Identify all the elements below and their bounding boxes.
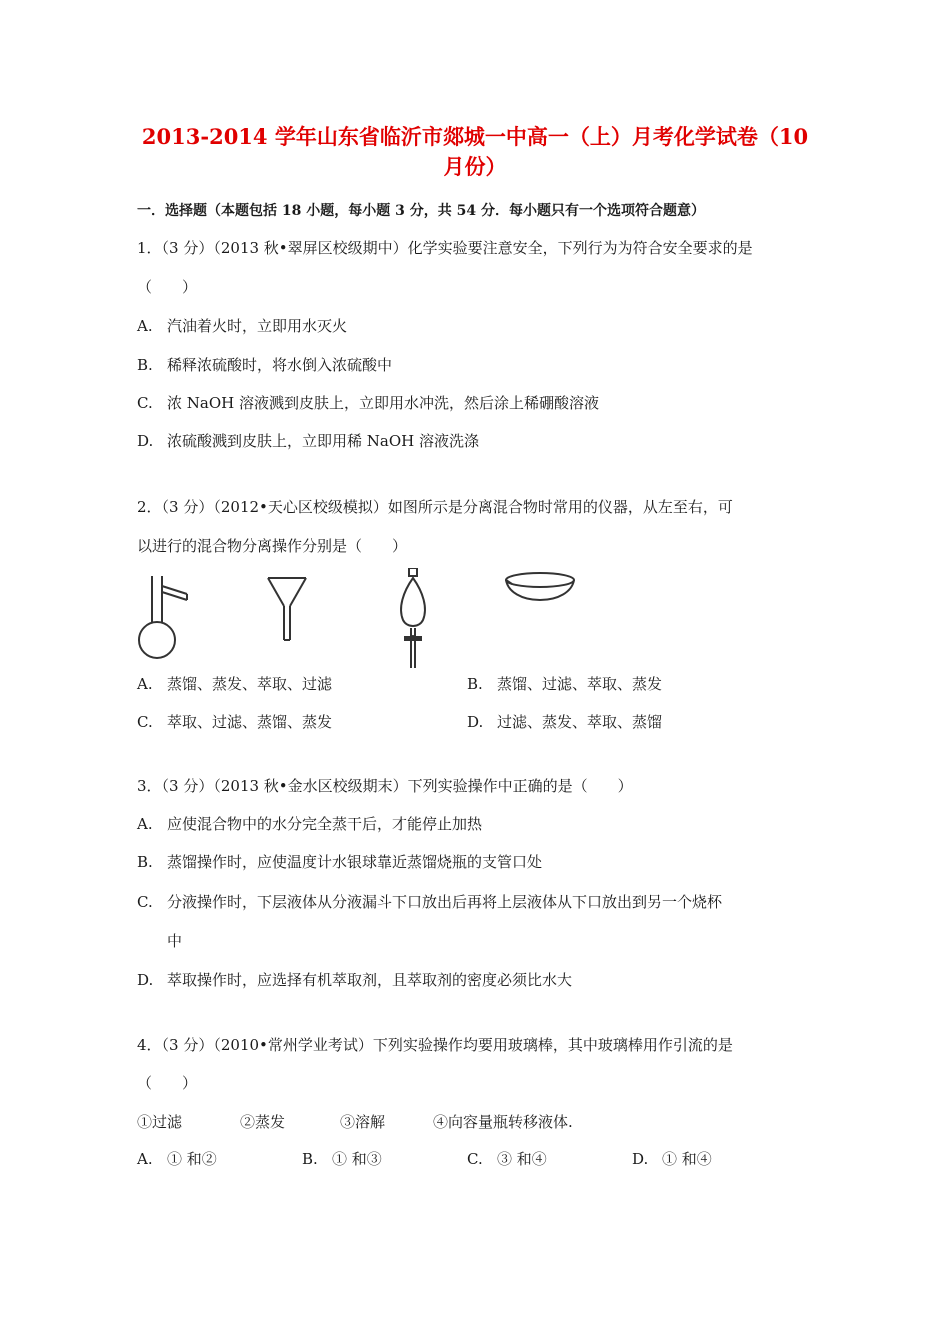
q1-stem: 1．（3 分）（2013 秋•翠屏区校级期中）化学实验要注意安全，下列行为为符合安全要求的是 — [137, 239, 753, 257]
option-label: C. — [137, 394, 153, 412]
option-label: A. — [137, 675, 153, 693]
option-label: A. — [137, 317, 153, 335]
q4-stem: 4．（3 分）（2010•常州学业考试）下列实验操作均要用玻璃棒，其中玻璃棒用作引流的是 — [137, 1036, 733, 1054]
option-text: 蒸馏、过滤、萃取、蒸发 — [497, 675, 663, 693]
q4-item-1: ①过滤 — [137, 1113, 183, 1131]
option-text: 浓 NaOH 溶液溅到皮肤上，立即用水冲洗，然后涂上稀硼酸溶液 — [167, 394, 599, 412]
option-label: B. — [467, 675, 483, 693]
q2-option-c — [137, 712, 332, 732]
exam-title-line1: 2013-2014 学年山东省临沂市郯城一中高一（上）月考化学试卷（10 — [141, 124, 809, 149]
q2-option-a — [137, 674, 332, 694]
option-label: B. — [302, 1150, 318, 1168]
option-text: 萃取、过滤、蒸馏、蒸发 — [167, 713, 333, 731]
q4-option-b — [302, 1149, 382, 1169]
option-text: 过滤、蒸发、萃取、蒸馏 — [497, 713, 663, 731]
option-text: ① 和③ — [332, 1150, 382, 1168]
option-text: 蒸馏操作时，应使温度计水银球靠近蒸馏烧瓶的支管口处 — [167, 853, 543, 871]
q1-answer-paren: （ ） — [137, 278, 198, 296]
q4-option-a — [137, 1149, 217, 1169]
exam-title-line2: 月份） — [443, 154, 507, 179]
q4-answer-paren: （ ） — [137, 1074, 198, 1092]
q2-option-d — [467, 712, 662, 732]
option-label: C. — [467, 1150, 483, 1168]
exam-title — [110, 122, 840, 182]
q4-option-c — [467, 1149, 547, 1169]
q3-option-c — [137, 892, 722, 912]
section-heading: 一．选择题（本题包括 18 小题，每小题 3 分，共 54 分．每小题只有一个选项符合题意） — [137, 203, 705, 219]
q1-option-b — [137, 355, 392, 375]
option-text: 萃取操作时，应选择有机萃取剂，且萃取剂的密度必须比水大 — [167, 971, 573, 989]
option-text: ① 和② — [167, 1150, 217, 1168]
q3-option-d — [137, 970, 572, 990]
q3-option-a — [137, 814, 482, 834]
q4-item-2: ②蒸发 — [240, 1113, 286, 1131]
option-text: 应使混合物中的水分完全蒸干后，才能停止加热 — [167, 815, 483, 833]
option-label: D. — [632, 1150, 649, 1168]
option-text: ① 和④ — [662, 1150, 712, 1168]
q4-item-3: ③溶解 — [340, 1113, 386, 1131]
q1-option-a — [137, 316, 347, 336]
option-text: 汽油着火时，立即用水灭火 — [167, 317, 348, 335]
option-text: ③ 和④ — [497, 1150, 547, 1168]
evaporating-dish-icon — [502, 568, 578, 610]
option-label: C. — [137, 713, 153, 731]
q3-option-c-continued: 中 — [167, 932, 183, 950]
option-label: A. — [137, 1150, 153, 1168]
distillation-flask-icon — [135, 568, 195, 660]
option-label: D. — [467, 713, 484, 731]
option-text: 浓硫酸溅到皮肤上，立即用稀 NaOH 溶液洗涤 — [167, 432, 479, 450]
option-label: D. — [137, 432, 154, 450]
q2-stem: 2．（3 分）（2012•天心区校级模拟）如图所示是分离混合物时常用的仪器，从左至右，可 — [137, 498, 733, 516]
option-label: A. — [137, 815, 153, 833]
q4-item-4: ④向容量瓶转移液体. — [433, 1113, 573, 1131]
funnel-icon — [265, 568, 309, 648]
option-text: 稀释浓硫酸时，将水倒入浓硫酸中 — [167, 356, 393, 374]
q4-option-d — [632, 1149, 712, 1169]
q1-option-c — [137, 393, 599, 413]
q2-stem-continued: 以进行的混合物分离操作分别是（ ） — [137, 537, 408, 555]
q3-option-b — [137, 852, 542, 872]
option-label: D. — [137, 971, 154, 989]
option-label: C. — [137, 893, 153, 911]
option-label: B. — [137, 356, 153, 374]
q3-stem: 3．（3 分）（2013 秋•金水区校级期末）下列实验操作中正确的是（ ） — [137, 777, 633, 795]
q2-option-b — [467, 674, 662, 694]
option-text: 蒸馏、蒸发、萃取、过滤 — [167, 675, 333, 693]
q2-apparatus-figure — [130, 568, 690, 673]
option-text: 分液操作时，下层液体从分液漏斗下口放出后再将上层液体从下口放出到另一个烧杯 — [167, 893, 723, 911]
q1-option-d — [137, 431, 479, 451]
option-label: B. — [137, 853, 153, 871]
separatory-funnel-icon — [395, 568, 431, 672]
